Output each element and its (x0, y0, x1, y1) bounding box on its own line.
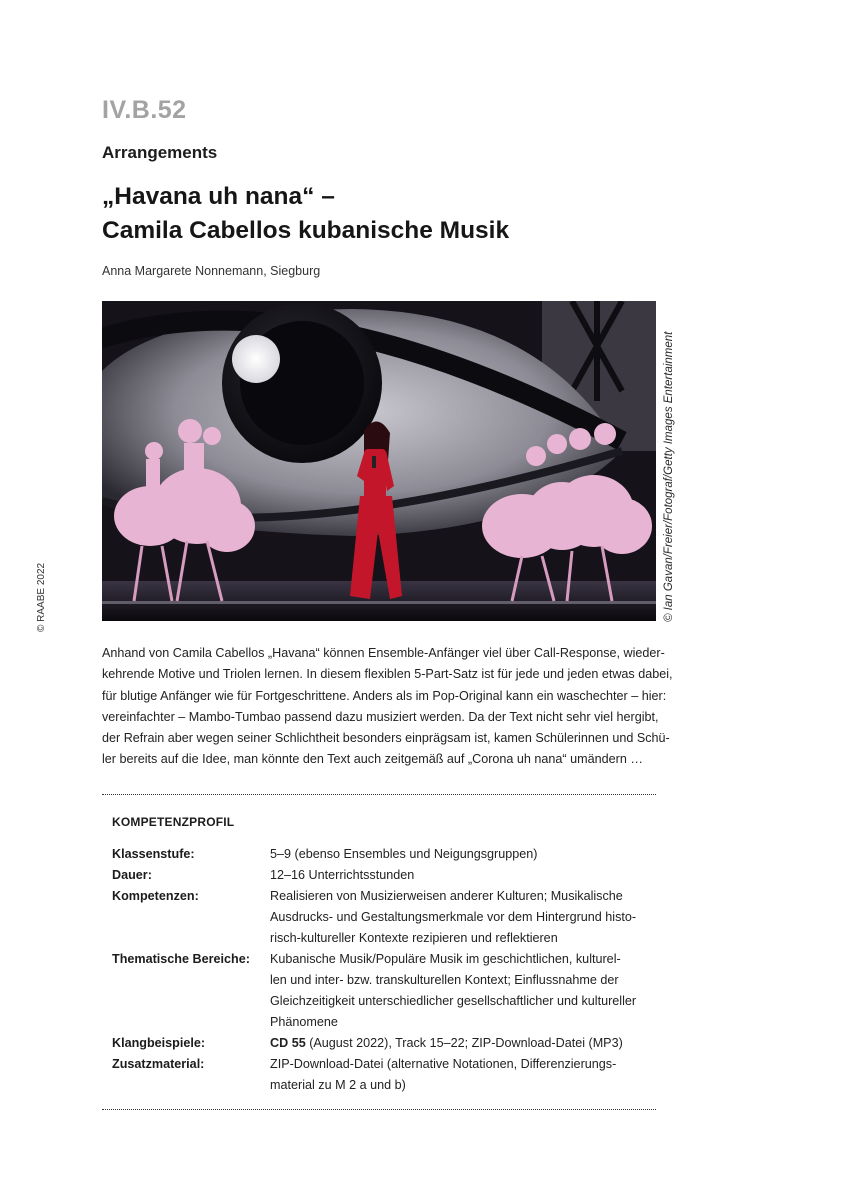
kp-value-line: Ausdrucks- und Gestaltungsmerkmale vor dem Hintergrund histo- (270, 910, 637, 924)
kp-label: Thematische Bereiche: (112, 952, 250, 966)
kp-value-line: Kubanische Musik/Populäre Musik im geschichtlichen, kulturel- (270, 952, 621, 966)
kp-row-thematische-bereiche (112, 949, 652, 1033)
kompetenzprofil-title: KOMPETENZPROFIL (112, 815, 235, 829)
kp-value (270, 886, 652, 949)
kp-value-line: Realisieren von Musizierweisen anderer Kulturen; Musikalische (270, 889, 623, 903)
intro-line: kehrende Motive und Triolen lernen. In diesem flexiblen 5-Part-Satz ist für jede und jeden etwas dabei, (102, 667, 673, 682)
intro-line: Anhand von Camila Cabellos „Havana“ können Ensemble-Anfänger viel über Call-Response, wieder- (102, 646, 665, 660)
kp-value (270, 949, 652, 1033)
kp-label: Kompetenzen: (112, 889, 199, 903)
kp-row-klassenstufe (112, 844, 652, 865)
kompetenzprofil-table (112, 844, 652, 1096)
kp-value (270, 844, 652, 865)
author: Anna Margarete Nonnemann, Siegburg (102, 264, 321, 278)
kp-value-line: 12–16 Unterrichtsstunden (270, 868, 415, 882)
kp-value-line: 5–9 (ebenso Ensembles und Neigungsgruppen) (270, 847, 538, 861)
concert-photo-illustration (102, 301, 656, 621)
kp-row-dauer (112, 865, 652, 886)
page-title (102, 180, 509, 248)
kp-value (270, 865, 652, 886)
kp-row-kompetenzen (112, 886, 652, 949)
dotted-divider-bottom (102, 1109, 656, 1110)
cd-details: (August 2022), Track 15–22; ZIP-Download-Datei (MP3) (305, 1036, 623, 1050)
intro-line: ler bereits auf die Idee, man könnte den Text auch zeitgemäß auf „Corona uh nana“ umändern … (102, 752, 643, 767)
title-line-2: Camila Cabellos kubanische Musik (102, 217, 510, 244)
intro-line: für blutige Anfänger wie für Fortgeschrittene. Anders als im Pop-Original kann ein waschechter – hier: (102, 688, 667, 703)
concert-photo (102, 301, 656, 621)
kp-label: Dauer: (112, 868, 152, 882)
photo-credit: © Ian Gavan/Freier/Fotograf/Getty Images Entertainment (663, 331, 675, 622)
copyright-notice: © RAABE 2022 (36, 562, 47, 632)
kp-value-line: risch-kultureller Kontexte rezipieren und reflektieren (270, 931, 558, 945)
kp-value (270, 1033, 652, 1054)
kp-value-line: material zu M 2 a und b) (270, 1078, 406, 1092)
series-label: Arrangements (102, 143, 218, 162)
kp-value-line: Phänomene (270, 1015, 338, 1029)
document-code: IV.B.52 (102, 96, 187, 124)
kp-row-zusatzmaterial (112, 1054, 652, 1096)
kp-value-line (270, 1033, 652, 1054)
title-line-1: „Havana uh nana“ – (102, 183, 335, 210)
kp-value-line: ZIP-Download-Datei (alternative Notationen, Differenzierungs- (270, 1057, 617, 1071)
kp-value (270, 1054, 652, 1096)
kp-label: Zusatzmaterial: (112, 1057, 205, 1071)
kp-value-line: len und inter- bzw. transkulturellen Kontext; Einflussnahme der (270, 973, 619, 987)
kp-row-klangbeispiele (112, 1033, 652, 1054)
intro-line: der Refrain aber wegen seiner Schlichtheit besonders einprägsam ist, kamen Schülerinnen und Schü- (102, 731, 670, 746)
intro-line: vereinfachter – Mambo-Tumbao passend dazu musiziert werden. Da der Text nicht sehr viel hergibt, (102, 709, 659, 724)
cd-number: CD 55 (270, 1036, 306, 1050)
kp-label: Klangbeispiele: (112, 1036, 206, 1050)
kp-label: Klassenstufe: (112, 847, 195, 861)
kp-value-line: Gleichzeitigkeit unterschiedlicher gesellschaftlicher und kultureller (270, 994, 637, 1008)
dotted-divider-top (102, 794, 656, 795)
intro-paragraph (102, 643, 673, 771)
